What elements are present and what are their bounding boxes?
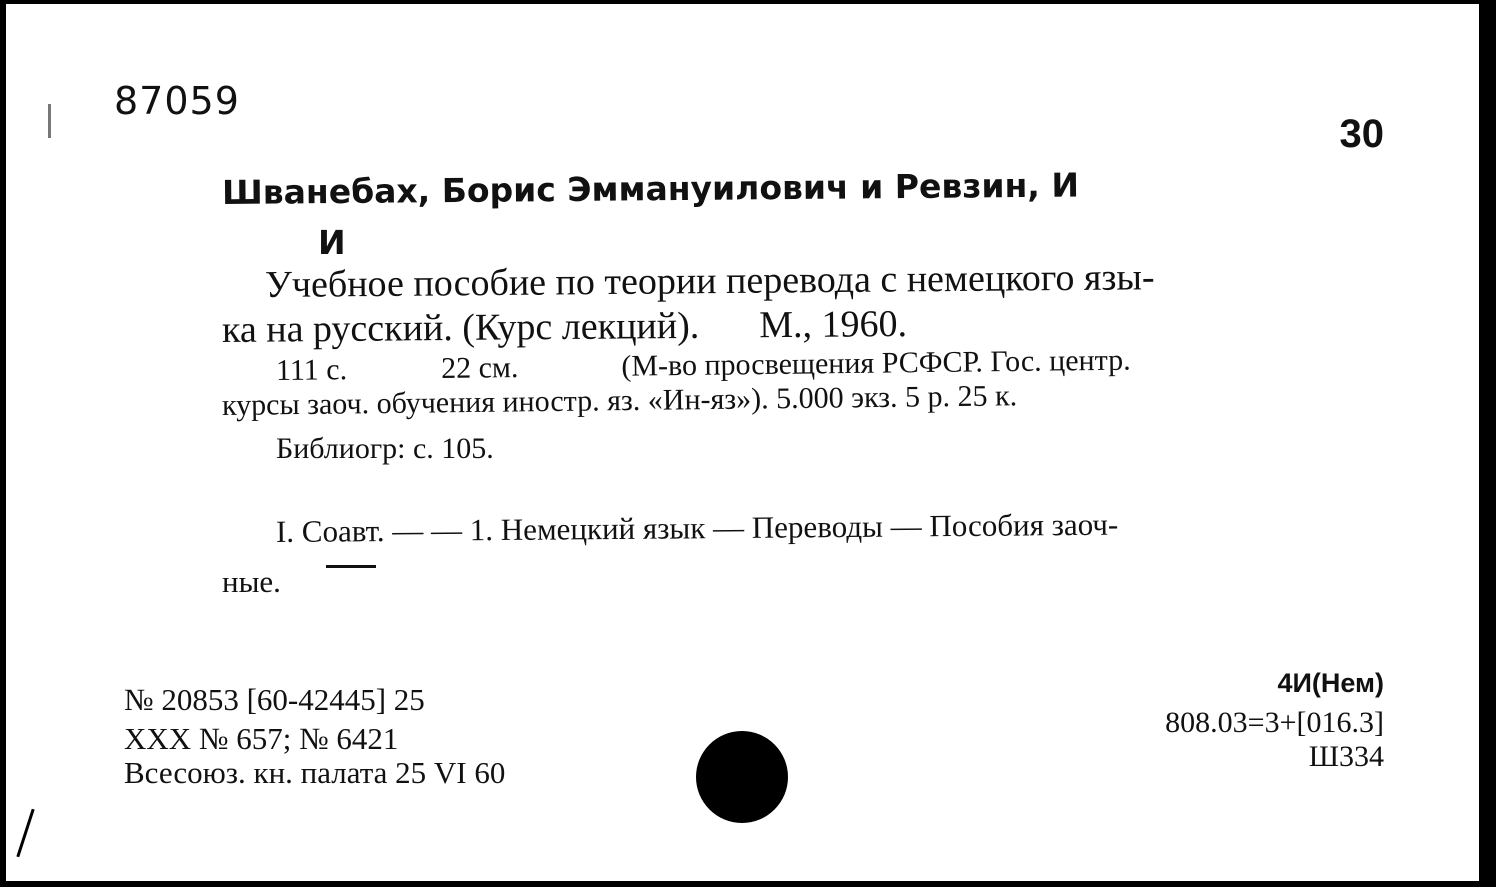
series: (М-во просвещения РСФСР. Гос. центр. <box>621 343 1131 383</box>
imprint: М., 1960. <box>759 303 908 347</box>
title-line-1: Учебное пособие по теории перевода с немецкого язы- <box>264 256 1155 306</box>
author-mark: Ш334 <box>1308 740 1384 773</box>
record-number: № 20853 [60-42445] 25 <box>124 682 425 717</box>
author-line-2: И <box>318 223 346 262</box>
catalog-card <box>6 4 1479 881</box>
margin-mark <box>48 104 51 138</box>
underline-mark <box>326 565 376 568</box>
page-number: 30 <box>1339 112 1384 156</box>
author-line-1: Шванебах, Борис Эммануилович и Ревзин, И <box>221 165 1080 212</box>
chamber-stamp: Всесоюз. кн. палата 25 VI 60 <box>124 755 506 790</box>
bibliography-note: Библиогр: с. 105. <box>276 432 494 465</box>
size: 22 см. <box>440 351 519 385</box>
series-number: ХХХ № 657; № 6421 <box>124 721 399 756</box>
subject-line-1: I. Соавт. — — 1. Немецкий язык — Переводы — Пособия заоч- <box>275 506 1119 549</box>
subject-line-2: ные. <box>222 564 281 599</box>
handwritten-number: 87059 <box>114 79 240 123</box>
udc-code: 808.03=3+[016.3] <box>1165 706 1384 739</box>
physical-description-line-2: курсы заоч. обучения иностр. яз. «Ин-яз»). 5.000 экз. 5 р. 25 к. <box>221 379 1018 422</box>
classification-code: 4И(Нем) <box>1277 668 1384 698</box>
title-line-2-text: ка на русский. (Курс лекций). <box>221 304 700 351</box>
punch-hole <box>696 731 788 823</box>
pages: 111 с. <box>275 353 348 387</box>
title-line-2 <box>222 305 907 349</box>
